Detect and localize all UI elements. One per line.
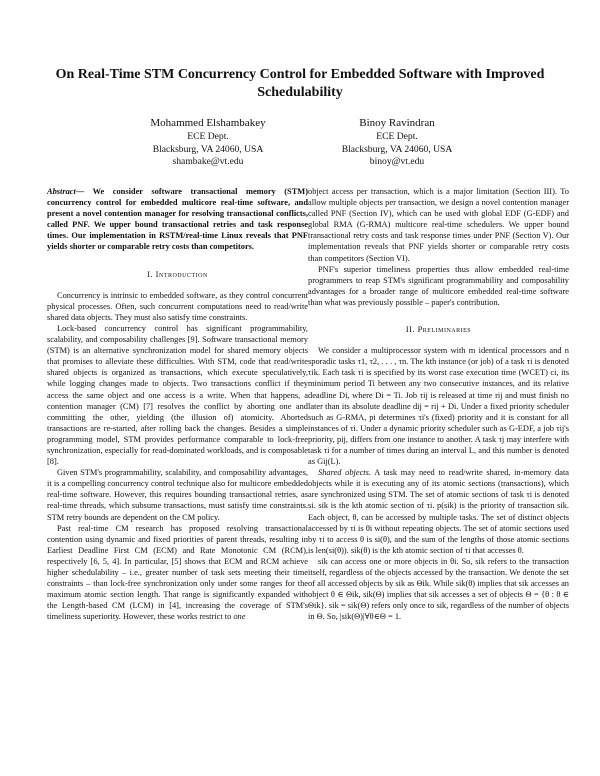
prelim-p2-text: A task may need to read/write shared, in-memory data objects while it is executing any of its atomic sections (transactions), which are synchronized using STM. The set of atomic sections of task τi is denoted si. sik is the kth atomic section of τi. p(sik) is the priority of transaction sik. Each object, θ, can be accessed by multiple tasks. The set of distinct objects accessed by τi is θi without repeating objects. The set of atomic sections used by τi to access θ is si(θ), and the sum of the lengths of those atomic sections is len(si(θ)). sik(θ) is the kth atomic section of τi that accesses θ. — [308, 468, 569, 555]
intro-paragraph-3: Given STM's programmability, scalability, and composability advantages, it is a compelling concurrency control technique also for multicore embedded real-time software. However, this requires bounding transactional retries, as real-time threads, which subsume transactions, must satisfy time constraints. STM retry bounds are dependent on the CM policy. — [47, 468, 308, 522]
intro-paragraph-1: Concurrency is intrinsic to embedded software, as they control concurrent physical processes. Often, such concurrent computations need to read/write shared data objects. They must also satisfy time constraints. — [47, 290, 308, 322]
intro-paragraph-2: Lock-based concurrency control has significant programmability, scalability, and composability challenges [9]. Software transactional memory (STM) is an alternative synchronization model for shared memory objects that promises to alleviate these difficulties. With STM, code that read/write shared objects is organized as transactions, which execute speculatively, while logging changes made to objects. Two transactions conflict if they access the same object and one access is a write. When that happens, a contention manager (CM) [7] resolves the conflict by aborting one and committing the other, yielding (the illusion of) atomicity. Aborted transactions are re-started, after rolling back the changes. Besides a simple programming model, STM provides performance comparable to lock-free synchronization, especially for read-dominated workloads, and is composable [8]. — [47, 323, 308, 467]
author-name: Binoy Ravindran — [359, 117, 435, 129]
abstract-text: — We consider software transactional memory (STM) concurrency control for embedded multicore real-time software, and present a novel contention manager for resolving transactional conflicts, called PNF. We upper bound transactional retries and task response times. Our implementation in RSTM/real-time Linux reveals that PNF yields shorter or comparable retry costs than competitors. — [47, 187, 308, 252]
section-heading-introduction: I. Introduction — [147, 269, 208, 279]
author-block-1 — [98, 116, 318, 169]
prelim-paragraph-3: sik can access one or more objects in θi. So, sik refers to the transaction itself, regardless of the objects accessed by the transaction. We denote the set of all accessed objects by sik as Θik. While sik(θ) implies that sik accesses an object θ ∈ Θik, sik(Θ) implies that sik accesses a set of objects Θ = {θ : θ ∈ Θik}. sik = sik(Θ) refers only once to sik, regardless of the number of objects in Θ. So, |sik(Θ)|∀θ∈Θ = 1. — [308, 556, 569, 622]
right-column — [308, 186, 569, 622]
prelim-paragraph-1: We consider a multiprocessor system with m identical processors and n sporadic tasks τ1, τ2, . . . , τn. The kth instance (or job) of a task τi is denoted τik. Each task τi is specified by its worst case execution time (WCET) ci, its minimum period Ti between any two consecutive instances, and its relative deadline Di, where Di = Ti. Job τij is released at time rij and must finish no later than its absolute deadline dij = rij + Di. Under a fixed priority scheduler such as G-RMA, pi determines τi's (fixed) priority and it is constant for all instances of τi. Under a dynamic priority scheduler such as G-EDF, a job τij's priority, pij, differs from one instance to another. A task τj may interfere with task τi for a number of times during an interval L, and this number is denoted as Gij(L). — [308, 346, 569, 467]
author-email: binoy@vt.edu — [369, 156, 425, 168]
intro-p4-text-a: Past real-time CM research has proposed resolving transactional contention using dynamic and fixed priorities of parent threads, resulting in Earliest Deadline First CM (ECM) and Rate Monotonic CM (RCM), respectively [6, 5, 4]. In particular, [5] shows that ECM and RCM achieve higher schedulability – i.e., greater number of task sets meeting their time constraints – than lock-free synchronization only under some ranges for the maximum atomic section length. That range is significantly expanded with the Length-based CM (LCM) in [4], increasing the coverage of STM's timeliness superiority. However, these works restrict to — [47, 523, 308, 622]
author-dept: ECE Dept. — [376, 131, 418, 142]
author-block-2 — [287, 116, 507, 169]
author-address: Blacksburg, VA 24060, USA — [152, 143, 264, 155]
author-address: Blacksburg, VA 24060, USA — [341, 143, 453, 155]
abstract — [47, 186, 308, 253]
left-column — [47, 186, 308, 622]
abstract-lead: Abstract — [47, 187, 76, 196]
author-dept: ECE Dept. — [187, 131, 229, 142]
intro-paragraph-5: PNF's superior timeliness properties thus allow embedded real-time programmers to reap STM's significant programmability and composability advantages for a broader range of multicore embedded real-time software than what was previously possible – paper's contribution. — [308, 264, 569, 307]
section-heading-preliminaries: II. Preliminaries — [405, 325, 472, 335]
prelim-p2-lead: Shared objects. — [318, 468, 371, 478]
intro-paragraph-4 — [47, 523, 308, 623]
author-name: Mohammed Elshambakey — [150, 117, 266, 129]
author-email: shambake@vt.edu — [172, 156, 244, 168]
intro-paragraph-4-continued: object access per transaction, which is a major limitation (Section III). To allow multiple objects per transaction, we design a novel contention manager called PNF (Section IV), which can be used with global EDF (G-EDF) and global RMA (G-RMA) multicore real-time schedulers. We upper bound transactional retry costs and task response times under PNF (Section V). Our implementation reveals that PNF yields shorter or comparable retry costs than competitors (Section VI). — [308, 187, 569, 263]
paper-title: On Real-Time STM Concurrency Control for Embedded Software with Improved Schedulability — [55, 67, 545, 100]
prelim-paragraph-2 — [308, 467, 569, 556]
intro-p4-emphasis: one — [233, 612, 246, 622]
